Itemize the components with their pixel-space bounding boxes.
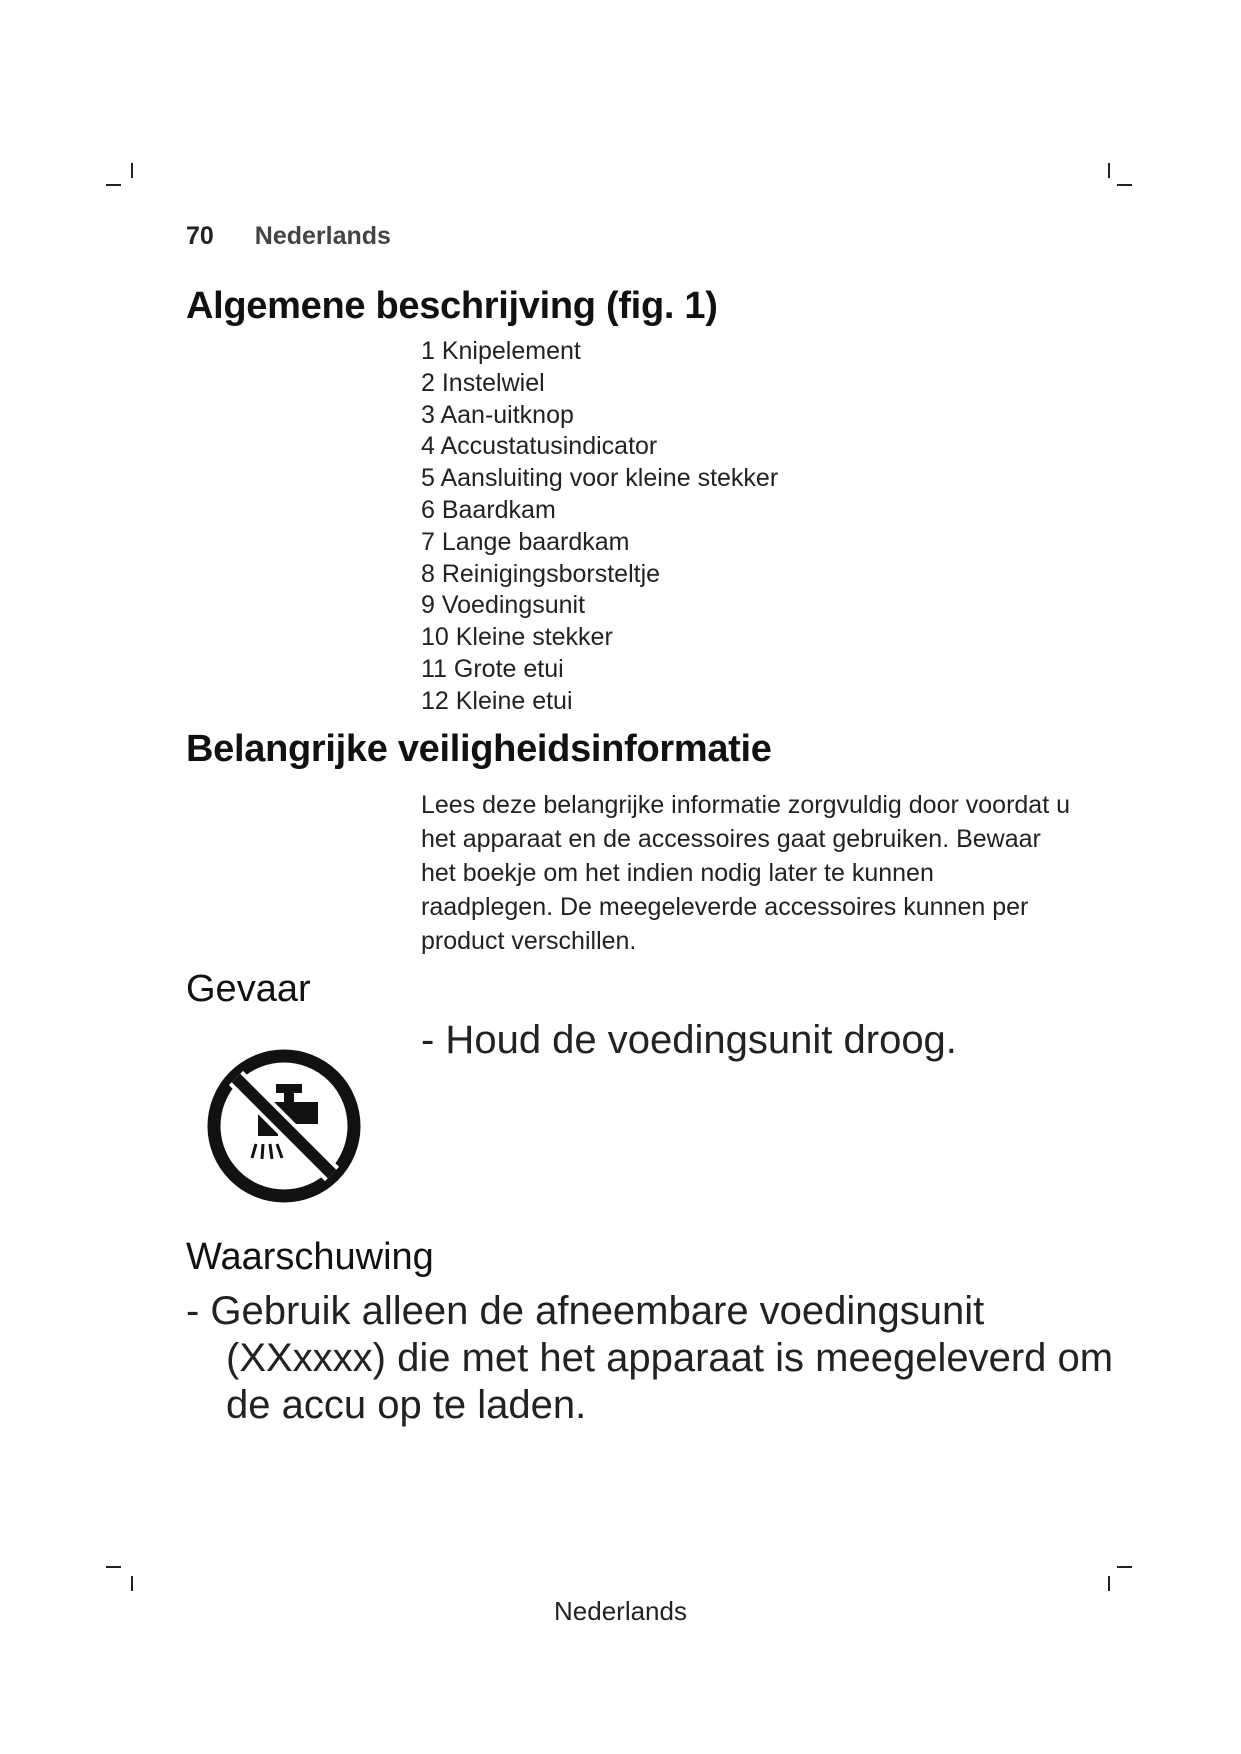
page-number: 70	[186, 222, 214, 250]
danger-text: - Houd de voedingsunit droog.	[421, 1018, 957, 1062]
crop-mark-top-right-h	[1117, 184, 1132, 186]
parts-list	[421, 336, 778, 718]
list-item: 9 Voedingsunit	[421, 591, 586, 620]
no-water-icon	[204, 1046, 364, 1206]
list-item: 11 Grote etui	[421, 654, 564, 683]
list-item: 3 Aan-uitknop	[421, 400, 574, 429]
list-item: 12 Kleine etui	[421, 686, 573, 715]
page-header	[186, 222, 391, 251]
list-item: 10 Kleine stekker	[421, 623, 613, 652]
list-item: 5 Aansluiting voor kleine stekker	[421, 464, 779, 493]
crop-mark-bottom-left-v	[131, 1576, 133, 1591]
crop-mark-top-left-h	[106, 184, 121, 186]
page-footer: Nederlands	[554, 1596, 687, 1626]
list-item: 7 Lange baardkam	[421, 527, 630, 556]
crop-mark-top-right-v	[1108, 163, 1110, 178]
list-item: 6 Baardkam	[421, 495, 556, 524]
list-item: 2 Instelwiel	[421, 368, 545, 397]
header-language: Nederlands	[254, 222, 391, 250]
general-description-title: Algemene beschrijving (fig. 1)	[186, 285, 718, 327]
list-item: 1 Knipelement	[421, 337, 581, 365]
list-item: 4 Accustatusindicator	[421, 432, 658, 461]
crop-mark-bottom-left-h	[106, 1566, 121, 1568]
crop-mark-bottom-right-v	[1108, 1576, 1110, 1591]
warning-text: - Gebruik alleen de afneembare voedingsunit (XXxxxx) die met het apparaat is meegeleverd om de accu op te laden.	[186, 1289, 1114, 1427]
safety-intro-paragraph: Lees deze belangrijke informatie zorgvuldig door voordat u het apparaat en de accessoires gaat gebruiken. Bewaar het boekje om het indien nodig later te kunnen raadplegen. De meegeleverde accessoires kunnen per product verschillen.	[421, 791, 1070, 955]
safety-info-title: Belangrijke veiligheidsinformatie	[186, 728, 772, 770]
danger-title: Gevaar	[186, 968, 311, 1010]
crop-mark-top-left-v	[131, 163, 133, 178]
list-item: 8 Reinigingsborsteltje	[421, 559, 661, 588]
crop-mark-bottom-right-h	[1117, 1566, 1132, 1568]
warning-title: Waarschuwing	[186, 1236, 434, 1278]
